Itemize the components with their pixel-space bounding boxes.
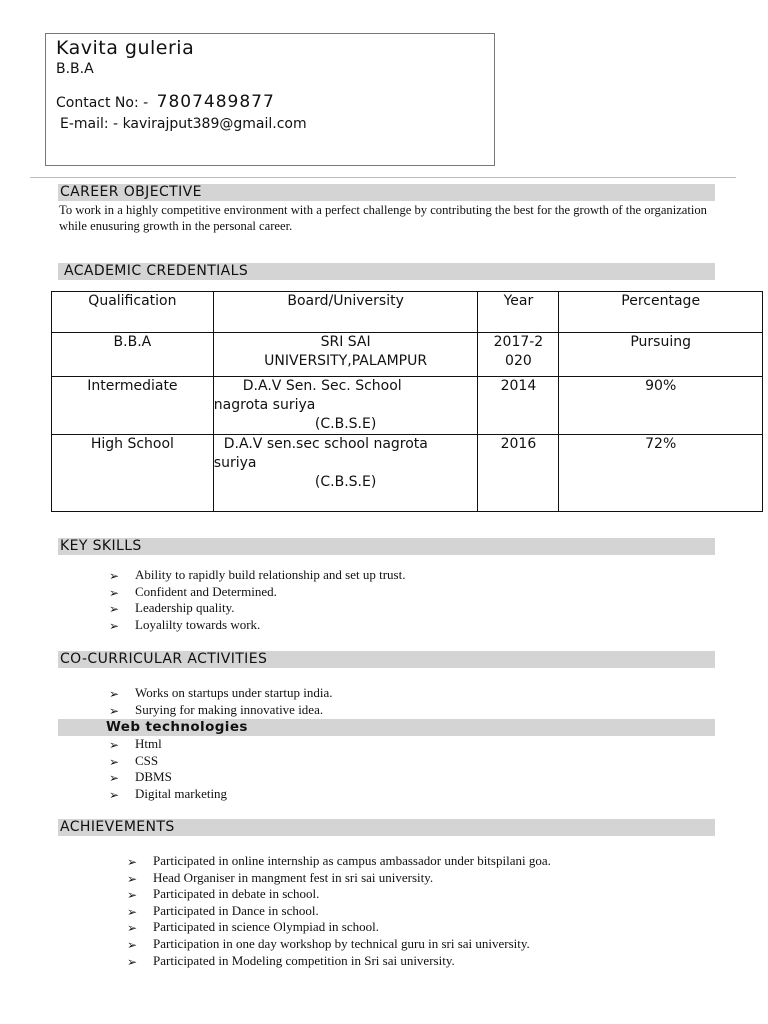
column-header-percentage: Percentage <box>559 292 763 333</box>
year-value: 2017-2020 <box>493 334 544 369</box>
list-item <box>127 936 551 953</box>
arrowhead-bullet-icon: ➢ <box>109 569 120 583</box>
year-cell: 2014 <box>478 377 559 435</box>
qualification-cell: High School <box>52 435 214 512</box>
list-item-text: Html <box>135 736 162 751</box>
table-row <box>52 333 763 377</box>
qualification-cell: Intermediate <box>52 377 214 435</box>
section-title-achievements: ACHIEVEMENTS <box>58 819 715 836</box>
arrowhead-bullet-icon: ➢ <box>109 602 120 617</box>
list-item-text: Participated in online internship as campus ambassador under bitspilani goa. <box>153 853 551 868</box>
list-item-text: Participated in Dance in school. <box>153 902 319 918</box>
board-line: nagrota suriya <box>213 397 316 413</box>
list-item <box>127 919 551 936</box>
year-cell <box>478 333 559 377</box>
list-item <box>127 870 551 887</box>
list-item-text: Participated in Modeling competition in Sri sai university. <box>153 952 455 968</box>
list-item <box>127 903 551 920</box>
list-item <box>109 736 227 753</box>
contact-number: 7807489877 <box>156 92 275 112</box>
board-line: D.A.V Sen. Sec. School <box>242 378 402 394</box>
list-item-text: Loyalilty towards work. <box>135 616 261 632</box>
section-title-web-technologies: Web technologies <box>58 719 715 736</box>
contact-header-box <box>45 33 495 166</box>
list-item-text: Digital marketing <box>135 785 228 801</box>
list-item <box>109 753 227 770</box>
qualification-cell: B.B.A <box>52 333 214 377</box>
table-row <box>52 435 763 512</box>
section-title-co-curricular: CO-CURRICULAR ACTIVITIES <box>58 651 715 668</box>
web-technologies-list <box>109 736 227 802</box>
arrowhead-bullet-icon: ➢ <box>109 787 120 802</box>
section-title-key-skills: KEY SKILLS <box>58 538 715 555</box>
list-item <box>127 953 551 970</box>
arrowhead-bullet-icon: ➢ <box>127 855 138 869</box>
arrowhead-bullet-icon: ➢ <box>109 738 120 752</box>
board-line: (C.B.S.E) <box>314 416 377 432</box>
list-item <box>109 685 333 702</box>
list-item-text: Head Organiser in mangment fest in sri sai university. <box>153 869 434 885</box>
list-item <box>109 567 405 584</box>
board-cell <box>213 333 478 377</box>
arrowhead-bullet-icon: ➢ <box>109 703 120 718</box>
percentage-cell: 72% <box>559 435 763 512</box>
arrowhead-bullet-icon: ➢ <box>109 618 120 633</box>
arrowhead-bullet-icon: ➢ <box>127 921 138 936</box>
career-objective-text: To work in a highly competitive environment with a perfect challenge by contributing the best for the growth of the organization while enusuring growth in the personal career. <box>59 203 707 233</box>
contact-label: Contact No: - <box>56 95 149 111</box>
list-item <box>109 584 405 601</box>
arrowhead-bullet-icon: ➢ <box>109 771 120 786</box>
section-title-career-objective: CAREER OBJECTIVE <box>58 184 715 201</box>
board-line: SRI SAI <box>320 334 371 350</box>
column-header-qualification: Qualification <box>52 292 214 333</box>
key-skills-list <box>109 567 405 633</box>
list-item-text: Participated in debate in school. <box>153 886 320 902</box>
list-item <box>109 617 405 634</box>
list-item-text: DBMS <box>135 769 172 785</box>
list-item <box>109 702 333 719</box>
list-item-text: CSS <box>135 752 159 768</box>
list-item <box>109 600 405 617</box>
table-row <box>52 377 763 435</box>
list-item-text: Surying for making innovative idea. <box>135 701 324 717</box>
table-header-row <box>52 292 763 333</box>
year-cell: 2016 <box>478 435 559 512</box>
candidate-name: Kavita guleria <box>56 37 195 59</box>
contact-line <box>56 92 275 112</box>
arrowhead-bullet-icon: ➢ <box>127 888 138 903</box>
academic-credentials-table <box>51 291 763 512</box>
list-item <box>109 769 227 786</box>
list-item <box>109 786 227 803</box>
list-item-text: Participation in one day workshop by technical guru in sri sai university. <box>153 935 530 951</box>
list-item-text: Leadership quality. <box>135 600 235 616</box>
board-cell <box>213 377 478 435</box>
board-line: UNIVERSITY,PALAMPUR <box>264 353 428 369</box>
arrowhead-bullet-icon: ➢ <box>127 871 138 886</box>
column-header-board: Board/University <box>213 292 478 333</box>
board-line: suriya <box>213 455 257 471</box>
board-line: (C.B.S.E) <box>314 474 377 490</box>
arrowhead-bullet-icon: ➢ <box>109 754 120 769</box>
list-item <box>127 853 551 870</box>
email-line: E-mail: - kavirajput389@gmail.com <box>60 116 307 132</box>
arrowhead-bullet-icon: ➢ <box>109 687 120 701</box>
percentage-cell: 90% <box>559 377 763 435</box>
percentage-cell: Pursuing <box>559 333 763 377</box>
section-title-academic: ACADEMIC CREDENTIALS <box>58 263 715 280</box>
co-curricular-list <box>109 685 333 718</box>
list-item-text: Participated in science Olympiad in school. <box>153 919 379 935</box>
arrowhead-bullet-icon: ➢ <box>127 904 138 919</box>
list-item <box>127 886 551 903</box>
arrowhead-bullet-icon: ➢ <box>127 937 138 952</box>
list-item-text: Confident and Determined. <box>135 583 277 599</box>
list-item-text: Ability to rapidly build relationship and set up trust. <box>135 567 406 582</box>
arrowhead-bullet-icon: ➢ <box>127 954 138 969</box>
list-item-text: Works on startups under startup india. <box>135 685 333 700</box>
achievements-list <box>127 853 551 969</box>
board-line: D.A.V sen.sec school nagrota <box>223 436 428 452</box>
candidate-degree: B.B.A <box>56 61 94 77</box>
board-cell <box>213 435 478 512</box>
column-header-year: Year <box>478 292 559 333</box>
arrowhead-bullet-icon: ➢ <box>109 585 120 600</box>
header-divider <box>30 177 736 178</box>
